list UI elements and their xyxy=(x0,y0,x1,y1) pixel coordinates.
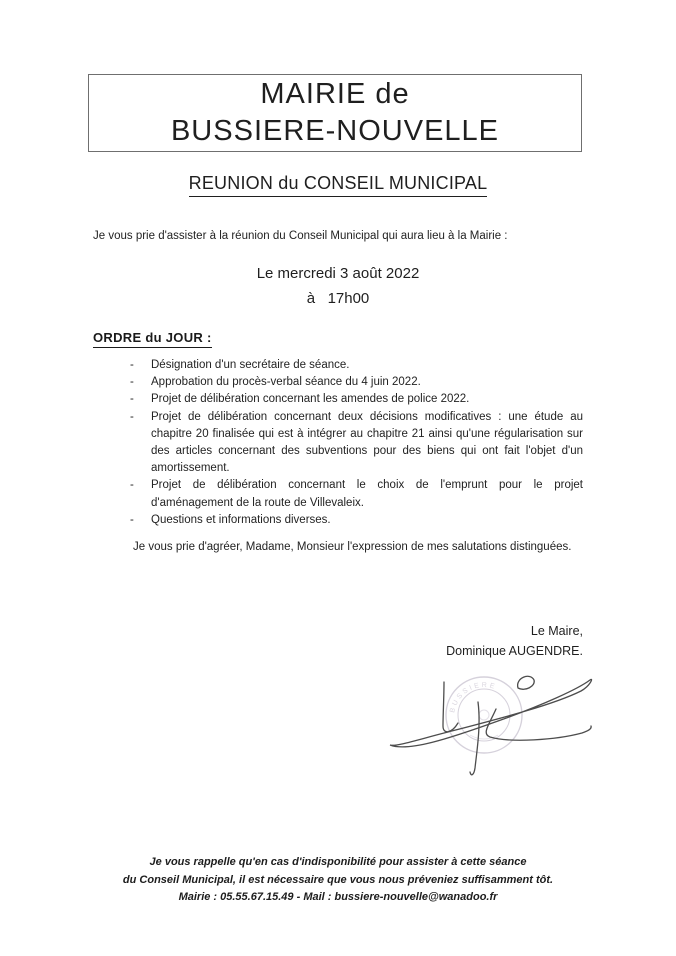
agenda-item xyxy=(130,374,583,391)
agenda-item-text: Projet de délibération concernant le choix de l'emprunt pour le projet d'aménagement de la route de Villevaleix. xyxy=(151,479,583,509)
footer-note xyxy=(0,854,676,907)
svg-text:BUSSIERE xyxy=(449,682,497,714)
signature-role: Le Maire, xyxy=(530,624,583,638)
footer-line-2: du Conseil Municipal, il est nécessaire que vous nous préveniez suffisamment tôt. xyxy=(122,873,554,886)
agenda-item xyxy=(130,512,583,529)
footer-line-1: Je vous rappelle qu'en cas d'indisponibilité pour assister à cette séance xyxy=(149,856,527,868)
agenda-item-text: Questions et informations diverses. xyxy=(151,513,331,526)
signature-and-stamp-area xyxy=(378,655,596,787)
intro-paragraph: Je vous prie d'assister à la réunion du Conseil Municipal qui aura lieu à la Mairie : xyxy=(93,230,508,242)
stamp-text: BUSSIERE xyxy=(449,681,498,714)
subtitle-row xyxy=(0,173,676,197)
agenda-item-text: Projet de délibération concernant les amendes de police 2022. xyxy=(151,393,470,406)
dash-bullet: - xyxy=(130,479,134,492)
agenda-item-text: Approbation du procès-verbal séance du 4 juin 2022. xyxy=(151,376,421,389)
meeting-datetime-block xyxy=(93,261,583,311)
agenda-item xyxy=(130,409,583,478)
mairie-header-box xyxy=(88,74,582,152)
footer-line-3: Mairie : 05.55.67.15.49 - Mail : bussiere-nouvelle@wanadoo.fr xyxy=(178,891,498,903)
agenda-item-text: Projet de délibération concernant deux décisions modificatives : une étude au chapitre 20 finalisée qui est à intégrer au chapitre 21 ainsi qu'une régularisation sur des articles concernant des subventions pour des biens qui ont fait l'objet d'un amortissement. xyxy=(151,410,583,475)
agenda-list xyxy=(130,357,583,529)
reunion-subtitle: REUNION du CONSEIL MUNICIPAL xyxy=(189,173,488,197)
dash-bullet: - xyxy=(130,410,134,423)
agenda-item xyxy=(130,391,583,408)
meeting-time-line: à 17h00 xyxy=(306,290,370,307)
mairie-title-line-1: MAIRIE de xyxy=(260,78,410,110)
agenda-heading-row xyxy=(93,329,212,348)
signature-scribble xyxy=(390,676,592,774)
agenda-heading: ORDRE du JOUR : xyxy=(93,330,212,348)
mairie-title-line-2: BUSSIERE-NOUVELLE xyxy=(170,115,500,147)
dash-bullet: - xyxy=(130,376,134,389)
dash-bullet: - xyxy=(130,359,134,371)
meeting-date-line: Le mercredi 3 août 2022 xyxy=(256,265,420,282)
agenda-item-text: Désignation d'un secrétaire de séance. xyxy=(151,359,350,371)
closing-paragraph: Je vous prie d'agréer, Madame, Monsieur l'expression de mes salutations distinguées. xyxy=(133,541,572,553)
signature-name: Dominique AUGENDRE. xyxy=(446,644,583,658)
dash-bullet: - xyxy=(130,393,134,406)
agenda-item xyxy=(130,357,583,374)
dash-bullet: - xyxy=(130,513,134,526)
agenda-item xyxy=(130,477,583,511)
